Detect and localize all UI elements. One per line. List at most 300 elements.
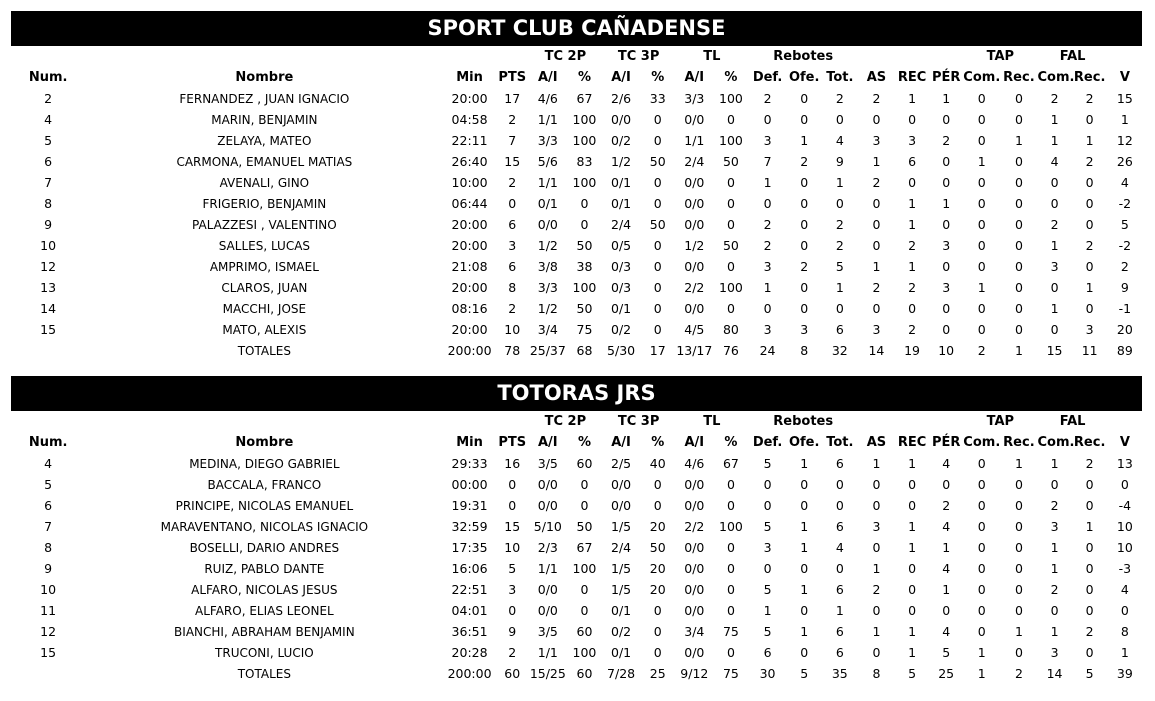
cell-def: 2 xyxy=(763,217,772,232)
cell-per: 0 xyxy=(942,603,951,618)
cell-nombre: RUIZ, PABLO DANTE xyxy=(204,561,325,576)
cell-tc2p-pct: 100 xyxy=(572,112,597,127)
cell-tot: 6 xyxy=(835,624,844,639)
cell-rec: 2 xyxy=(908,280,917,295)
col-min: Min xyxy=(456,435,483,450)
cell-nombre: MACCHI, JOSE xyxy=(222,301,307,316)
cell-pts: 10 xyxy=(504,322,521,337)
cell-tc2p-ai: 0/0 xyxy=(537,477,558,492)
cell-ofe: 1 xyxy=(800,540,809,555)
cell-tot: 1 xyxy=(835,175,844,190)
cell-tot: 0 xyxy=(835,112,844,127)
cell-rec: 1 xyxy=(908,645,917,660)
col-num: Num. xyxy=(28,70,68,85)
cell-tap-rec: 1 xyxy=(1014,343,1023,358)
cell-def: 0 xyxy=(763,196,772,211)
cell-ofe: 1 xyxy=(800,133,809,148)
cell-as: 1 xyxy=(872,259,881,274)
cell-tap-rec: 0 xyxy=(1014,280,1023,295)
cell-fal-rec: 0 xyxy=(1085,603,1094,618)
player-row xyxy=(11,453,1142,474)
cell-tc3p-pct: 33 xyxy=(649,91,666,106)
cell-tc3p-pct: 0 xyxy=(653,498,662,513)
cell-v: -2 xyxy=(1118,196,1132,211)
cell-ofe: 3 xyxy=(800,322,809,337)
cell-tl-ai: 4/6 xyxy=(684,456,705,471)
cell-nombre: MEDINA, DIEGO GABRIEL xyxy=(189,456,340,471)
player-row xyxy=(11,214,1142,235)
cell-pts: 10 xyxy=(504,540,521,555)
stats-table xyxy=(11,46,1142,361)
cell-tap-rec: 0 xyxy=(1014,154,1023,169)
cell-rec: 1 xyxy=(908,540,917,555)
cell-tl-ai: 0/0 xyxy=(684,582,705,597)
cell-nombre: ALFARO, NICOLAS JESUS xyxy=(191,582,338,597)
cell-tc3p-pct: 20 xyxy=(649,582,666,597)
cell-ofe: 0 xyxy=(800,238,809,253)
cell-tap-rec: 0 xyxy=(1014,498,1023,513)
cell-tl-ai: 0/0 xyxy=(684,561,705,576)
cell-tc2p-pct: 50 xyxy=(576,238,593,253)
tc3p-group-header: TC 3P xyxy=(617,49,660,64)
cell-tc3p-ai: 0/2 xyxy=(611,133,632,148)
col-rec: REC xyxy=(897,70,927,85)
cell-min: 22:11 xyxy=(451,133,488,148)
player-row xyxy=(11,558,1142,579)
tc2p-group-header: TC 2P xyxy=(544,414,587,429)
cell-tc3p-pct: 0 xyxy=(653,603,662,618)
cell-tl-ai: 1/1 xyxy=(684,133,705,148)
cell-v: 10 xyxy=(1116,519,1133,534)
cell-nombre: ZELAYA, MATEO xyxy=(217,133,312,148)
cell-tap-rec: 0 xyxy=(1014,112,1023,127)
cell-tap-rec: 1 xyxy=(1014,133,1023,148)
player-row xyxy=(11,151,1142,172)
cell-nombre: TOTALES xyxy=(237,343,291,358)
cell-tap-rec: 0 xyxy=(1014,91,1023,106)
tap-group-header: TAP xyxy=(986,49,1015,64)
cell-tap-com: 0 xyxy=(977,582,986,597)
cell-num: 6 xyxy=(44,154,53,169)
cell-rec: 1 xyxy=(908,624,917,639)
cell-tl-ai: 0/0 xyxy=(684,175,705,190)
cell-tap-com: 0 xyxy=(977,624,986,639)
cell-tap-com: 0 xyxy=(977,112,986,127)
group-header-row xyxy=(11,46,1142,67)
cell-tot: 6 xyxy=(835,645,844,660)
cell-fal-rec: 2 xyxy=(1085,238,1094,253)
cell-tap-com: 0 xyxy=(977,175,986,190)
cell-tap-rec: 0 xyxy=(1014,259,1023,274)
cell-tc3p-ai: 1/5 xyxy=(611,582,632,597)
cell-tc2p-pct: 0 xyxy=(580,603,589,618)
cell-num: 8 xyxy=(44,196,53,211)
cell-as: 0 xyxy=(872,498,881,513)
cell-tc3p-ai: 2/4 xyxy=(611,540,632,555)
cell-min: 26:40 xyxy=(451,154,488,169)
cell-ofe: 0 xyxy=(800,91,809,106)
tc2p-group-header: TC 2P xyxy=(544,49,587,64)
cell-tc3p-ai: 0/2 xyxy=(611,624,632,639)
cell-def: 30 xyxy=(759,666,776,681)
cell-ofe: 0 xyxy=(800,477,809,492)
cell-as: 2 xyxy=(872,91,881,106)
cell-tot: 1 xyxy=(835,280,844,295)
cell-pts: 0 xyxy=(508,477,517,492)
cell-v: 0 xyxy=(1120,603,1129,618)
player-row xyxy=(11,88,1142,109)
cell-def: 0 xyxy=(763,112,772,127)
cell-num: 9 xyxy=(44,217,53,232)
cell-num: 4 xyxy=(44,112,53,127)
cell-fal-rec: 1 xyxy=(1085,280,1094,295)
cell-tot: 9 xyxy=(835,154,844,169)
cell-fal-com: 2 xyxy=(1050,91,1059,106)
cell-per: 4 xyxy=(942,561,951,576)
cell-pts: 60 xyxy=(504,666,521,681)
cell-def: 0 xyxy=(763,498,772,513)
cell-tap-rec: 2 xyxy=(1014,666,1023,681)
cell-rec: 0 xyxy=(908,603,917,618)
cell-ofe: 2 xyxy=(800,259,809,274)
col-nombre: Nombre xyxy=(235,435,294,450)
col-nombre: Nombre xyxy=(235,70,294,85)
cell-nombre: TOTALES xyxy=(237,666,291,681)
cell-rec: 0 xyxy=(908,112,917,127)
cell-rec: 0 xyxy=(908,301,917,316)
col-num: Num. xyxy=(28,435,68,450)
group-header-row xyxy=(11,411,1142,432)
cell-def: 2 xyxy=(763,91,772,106)
cell-ofe: 0 xyxy=(800,112,809,127)
cell-as: 0 xyxy=(872,217,881,232)
cell-tap-rec: 1 xyxy=(1014,624,1023,639)
cell-nombre: CLAROS, JUAN xyxy=(221,280,308,295)
col-fal-rec: Rec. xyxy=(1073,70,1106,85)
cell-tc3p-pct: 0 xyxy=(653,301,662,316)
cell-tl-pct: 76 xyxy=(722,343,739,358)
cell-v: 1 xyxy=(1120,645,1129,660)
stats-table xyxy=(11,411,1142,684)
cell-nombre: BIANCHI, ABRAHAM BENJAMIN xyxy=(174,624,355,639)
cell-num: 15 xyxy=(40,322,57,337)
cell-def: 0 xyxy=(763,477,772,492)
col-tap-com: Com. xyxy=(963,435,1001,450)
fal-group-header: FAL xyxy=(1059,414,1086,429)
cell-as: 0 xyxy=(872,645,881,660)
cell-tc2p-ai: 2/3 xyxy=(537,540,558,555)
cell-min: 200:00 xyxy=(447,666,492,681)
cell-fal-com: 0 xyxy=(1050,196,1059,211)
cell-fal-com: 1 xyxy=(1050,238,1059,253)
cell-fal-com: 1 xyxy=(1050,112,1059,127)
cell-num: 9 xyxy=(44,561,53,576)
cell-nombre: BOSELLI, DARIO ANDRES xyxy=(189,540,340,555)
cell-tl-pct: 50 xyxy=(722,238,739,253)
cell-fal-com: 4 xyxy=(1050,154,1059,169)
cell-as: 3 xyxy=(872,519,881,534)
cell-tc3p-pct: 0 xyxy=(653,624,662,639)
cell-ofe: 0 xyxy=(800,645,809,660)
cell-as: 1 xyxy=(872,624,881,639)
cell-tc3p-ai: 0/3 xyxy=(611,280,632,295)
cell-tap-rec: 0 xyxy=(1014,238,1023,253)
cell-as: 14 xyxy=(868,343,885,358)
cell-tap-com: 1 xyxy=(977,280,986,295)
col-tc3p-ai: A/I xyxy=(611,435,631,450)
cell-tc3p-pct: 40 xyxy=(649,456,666,471)
cell-tl-ai: 0/0 xyxy=(684,259,705,274)
col-tl-ai: A/I xyxy=(684,70,705,85)
cell-tc3p-ai: 2/4 xyxy=(611,217,632,232)
cell-tap-com: 0 xyxy=(977,540,986,555)
cell-v: 1 xyxy=(1120,112,1129,127)
cell-fal-com: 1 xyxy=(1050,133,1059,148)
cell-tap-com: 0 xyxy=(977,498,986,513)
cell-tc3p-ai: 0/1 xyxy=(611,301,632,316)
cell-tot: 6 xyxy=(835,582,844,597)
cell-def: 1 xyxy=(763,175,772,190)
cell-num: 15 xyxy=(40,645,57,660)
cell-tap-com: 0 xyxy=(977,301,986,316)
cell-as: 0 xyxy=(872,540,881,555)
col-def: Def. xyxy=(752,70,783,85)
cell-def: 5 xyxy=(763,582,772,597)
cell-rec: 1 xyxy=(908,456,917,471)
cell-rec: 1 xyxy=(908,519,917,534)
cell-tl-pct: 100 xyxy=(719,519,743,534)
tl-group-header: TL xyxy=(703,414,721,429)
cell-v: 0 xyxy=(1120,477,1129,492)
col-tc2p-pct: % xyxy=(577,435,591,450)
cell-tc2p-pct: 60 xyxy=(576,456,593,471)
cell-tc2p-ai: 1/1 xyxy=(537,112,558,127)
cell-tc2p-ai: 0/1 xyxy=(537,196,558,211)
cell-as: 0 xyxy=(872,603,881,618)
cell-ofe: 1 xyxy=(800,582,809,597)
cell-tot: 4 xyxy=(835,540,844,555)
cell-tc3p-pct: 0 xyxy=(653,645,662,660)
cell-fal-com: 1 xyxy=(1050,540,1059,555)
cell-tl-pct: 67 xyxy=(722,456,739,471)
cell-fal-com: 0 xyxy=(1050,322,1059,337)
cell-tap-rec: 1 xyxy=(1014,456,1023,471)
cell-num: 12 xyxy=(40,624,57,639)
cell-tot: 1 xyxy=(835,603,844,618)
cell-fal-com: 0 xyxy=(1050,280,1059,295)
cell-per: 2 xyxy=(942,498,951,513)
cell-ofe: 0 xyxy=(800,603,809,618)
cell-pts: 9 xyxy=(508,624,517,639)
cell-tc3p-ai: 1/5 xyxy=(611,519,632,534)
team-box-score-sport-club xyxy=(11,11,1142,361)
cell-tot: 6 xyxy=(835,322,844,337)
cell-fal-rec: 2 xyxy=(1085,456,1094,471)
cell-fal-com: 3 xyxy=(1050,645,1059,660)
cell-tl-pct: 100 xyxy=(719,133,743,148)
cell-tl-pct: 0 xyxy=(726,477,735,492)
cell-num: 11 xyxy=(40,603,57,618)
cell-tc2p-ai: 5/10 xyxy=(533,519,562,534)
cell-tc3p-pct: 20 xyxy=(649,519,666,534)
col-tc2p-ai: A/I xyxy=(538,70,558,85)
cell-rec: 0 xyxy=(908,561,917,576)
cell-pts: 17 xyxy=(504,91,521,106)
cell-tap-rec: 0 xyxy=(1014,645,1023,660)
cell-tc3p-pct: 0 xyxy=(653,112,662,127)
cell-tc2p-ai: 0/0 xyxy=(537,603,558,618)
cell-tap-com: 1 xyxy=(977,645,986,660)
cell-rec: 2 xyxy=(908,322,917,337)
cell-tc2p-pct: 67 xyxy=(576,540,593,555)
cell-tl-ai: 4/5 xyxy=(684,322,705,337)
cell-fal-com: 0 xyxy=(1050,477,1059,492)
cell-as: 0 xyxy=(872,238,881,253)
cell-min: 36:51 xyxy=(451,624,488,639)
cell-pts: 6 xyxy=(508,217,517,232)
team-title: SPORT CLUB CAÑADENSE xyxy=(11,11,1142,46)
cell-tl-pct: 100 xyxy=(719,91,743,106)
cell-fal-rec: 0 xyxy=(1085,301,1094,316)
cell-min: 21:08 xyxy=(451,259,488,274)
cell-as: 0 xyxy=(872,301,881,316)
col-tot: Tot. xyxy=(826,435,854,450)
player-row xyxy=(11,172,1142,193)
cell-ofe: 2 xyxy=(800,154,809,169)
cell-tc3p-pct: 0 xyxy=(653,196,662,211)
cell-tap-rec: 0 xyxy=(1014,322,1023,337)
cell-tot: 2 xyxy=(835,238,844,253)
cell-tap-com: 0 xyxy=(977,196,986,211)
cell-tc3p-ai: 2/6 xyxy=(611,91,632,106)
cell-def: 3 xyxy=(763,259,772,274)
cell-tc2p-pct: 0 xyxy=(580,196,589,211)
cell-fal-com: 2 xyxy=(1050,217,1059,232)
player-row xyxy=(11,130,1142,151)
cell-ofe: 0 xyxy=(800,561,809,576)
col-tl-ai: A/I xyxy=(684,435,705,450)
cell-tap-com: 0 xyxy=(977,91,986,106)
cell-tc2p-pct: 75 xyxy=(576,322,593,337)
cell-fal-rec: 2 xyxy=(1085,91,1094,106)
cell-nombre: AMPRIMO, ISMAEL xyxy=(209,259,319,274)
cell-tap-com: 0 xyxy=(977,217,986,232)
col-ofe: Ofe. xyxy=(788,435,820,450)
cell-tc3p-ai: 0/0 xyxy=(611,498,632,513)
cell-v: 89 xyxy=(1116,343,1133,358)
cell-tl-pct: 0 xyxy=(726,196,735,211)
column-header-row xyxy=(11,67,1142,88)
col-as: AS xyxy=(866,435,887,450)
cell-tl-ai: 0/0 xyxy=(684,540,705,555)
cell-v: 12 xyxy=(1116,133,1133,148)
team-box-score-totoras xyxy=(11,376,1142,684)
cell-nombre: AVENALI, GINO xyxy=(219,175,310,190)
cell-nombre: SALLES, LUCAS xyxy=(218,238,311,253)
cell-def: 3 xyxy=(763,540,772,555)
cell-v: 4 xyxy=(1120,175,1129,190)
cell-min: 06:44 xyxy=(451,196,488,211)
cell-min: 20:00 xyxy=(451,238,488,253)
cell-fal-rec: 0 xyxy=(1085,259,1094,274)
cell-tap-rec: 0 xyxy=(1014,603,1023,618)
col-ofe: Ofe. xyxy=(788,70,820,85)
player-row xyxy=(11,537,1142,558)
cell-fal-rec: 0 xyxy=(1085,477,1094,492)
tc3p-group-header: TC 3P xyxy=(617,414,660,429)
cell-tc3p-ai: 7/28 xyxy=(607,666,636,681)
cell-pts: 3 xyxy=(508,582,517,597)
cell-nombre: ALFARO, ELIAS LEONEL xyxy=(195,603,334,618)
cell-min: 20:00 xyxy=(451,217,488,232)
cell-tc2p-pct: 100 xyxy=(572,645,597,660)
cell-tl-ai: 9/12 xyxy=(680,666,709,681)
cell-tot: 0 xyxy=(835,498,844,513)
cell-tl-pct: 0 xyxy=(726,582,735,597)
cell-min: 17:35 xyxy=(451,540,488,555)
cell-v: -1 xyxy=(1118,301,1132,316)
cell-ofe: 0 xyxy=(800,301,809,316)
cell-min: 20:00 xyxy=(451,91,488,106)
cell-tap-com: 1 xyxy=(977,666,986,681)
cell-min: 08:16 xyxy=(451,301,488,316)
cell-tc3p-pct: 0 xyxy=(653,322,662,337)
cell-tc2p-pct: 100 xyxy=(572,280,597,295)
cell-tc3p-pct: 0 xyxy=(653,133,662,148)
cell-per: 0 xyxy=(942,154,951,169)
col-tap-com: Com. xyxy=(963,70,1001,85)
cell-min: 20:28 xyxy=(451,645,488,660)
cell-tl-ai: 2/4 xyxy=(684,154,705,169)
cell-nombre: MARAVENTANO, NICOLAS IGNACIO xyxy=(160,519,369,534)
cell-tc2p-pct: 100 xyxy=(572,561,597,576)
cell-tl-pct: 0 xyxy=(726,561,735,576)
cell-def: 3 xyxy=(763,322,772,337)
cell-v: -4 xyxy=(1118,498,1132,513)
cell-nombre: BACCALA, FRANCO xyxy=(207,477,322,492)
cell-tc3p-ai: 2/5 xyxy=(611,456,632,471)
cell-tap-com: 0 xyxy=(977,519,986,534)
cell-fal-com: 1 xyxy=(1050,561,1059,576)
cell-ofe: 1 xyxy=(800,519,809,534)
cell-tc3p-pct: 17 xyxy=(649,343,666,358)
cell-tl-ai: 1/2 xyxy=(684,238,705,253)
cell-fal-rec: 2 xyxy=(1085,624,1094,639)
cell-per: 4 xyxy=(942,519,951,534)
cell-tc2p-ai: 0/0 xyxy=(537,498,558,513)
cell-nombre: PALAZZESI , VALENTINO xyxy=(192,217,337,232)
cell-fal-rec: 11 xyxy=(1081,343,1098,358)
cell-tl-pct: 0 xyxy=(726,540,735,555)
cell-tc2p-ai: 3/4 xyxy=(537,322,558,337)
cell-tc2p-ai: 1/2 xyxy=(537,301,558,316)
cell-per: 4 xyxy=(942,624,951,639)
cell-nombre: TRUCONI, LUCIO xyxy=(215,645,314,660)
rebotes-group-header: Rebotes xyxy=(773,49,834,64)
cell-tc2p-ai: 15/25 xyxy=(529,666,566,681)
cell-tc3p-ai: 0/5 xyxy=(611,238,632,253)
cell-def: 2 xyxy=(763,238,772,253)
col-per: PÉR xyxy=(931,70,961,85)
cell-pts: 6 xyxy=(508,259,517,274)
cell-min: 00:00 xyxy=(451,477,488,492)
cell-v: 20 xyxy=(1116,322,1133,337)
cell-tl-pct: 0 xyxy=(726,259,735,274)
cell-fal-com: 2 xyxy=(1050,498,1059,513)
cell-rec: 3 xyxy=(908,133,917,148)
cell-tap-com: 2 xyxy=(977,343,986,358)
cell-tc3p-ai: 1/5 xyxy=(611,561,632,576)
